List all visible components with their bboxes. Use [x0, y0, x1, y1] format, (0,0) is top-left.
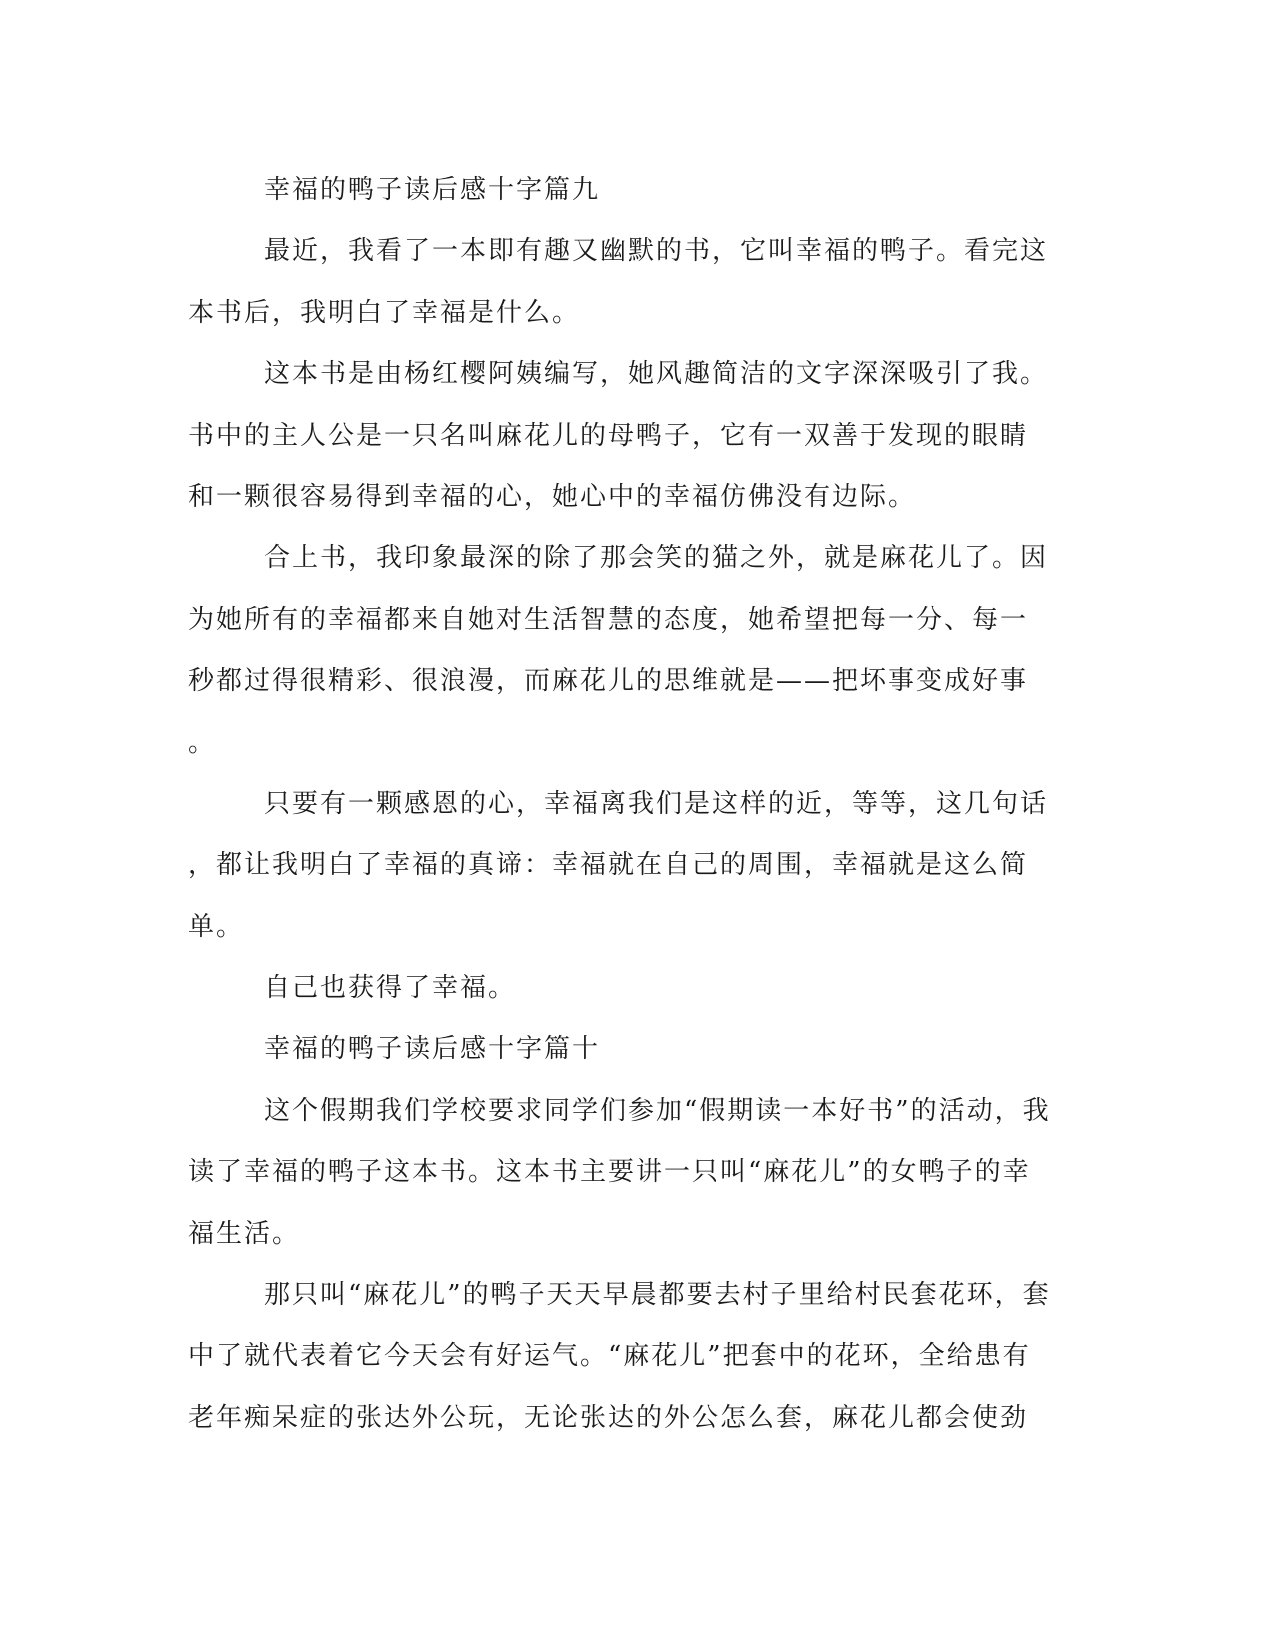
- text-line: 合上书，我印象最深的除了那会笑的猫之外，就是麻花儿了。因: [264, 543, 1049, 574]
- text-line: 中了就代表着它今天会有好运气。“麻花儿”把套中的花环，全给患有: [188, 1341, 1031, 1372]
- text-line: 自己也获得了幸福。: [264, 973, 517, 1004]
- text-line: 这个假期我们学校要求同学们参加“假期读一本好书”的活动，我: [264, 1095, 1051, 1126]
- text-line: 秒都过得很精彩、很浪漫，而麻花儿的思维就是——把坏事变成好事: [188, 666, 1029, 697]
- text-line: 和一颗很容易得到幸福的心，她心中的幸福仿佛没有边际。: [188, 481, 917, 512]
- text-line: 为她所有的幸福都来自她对生活智慧的态度，她希望把每一分、每一: [188, 604, 1029, 635]
- text-line: 。: [188, 727, 217, 758]
- text-line: ，都让我明白了幸福的真谛：幸福就在自己的周围，幸福就是这么简: [188, 850, 1029, 881]
- heading-part-9: 幸福的鸭子读后感十字篇九: [264, 175, 601, 205]
- text-line: 读了幸福的鸭子这本书。这本书主要讲一只叫“麻花儿”的女鸭子的幸: [188, 1157, 1031, 1188]
- text-line: 最近，我看了一本即有趣又幽默的书，它叫幸福的鸭子。看完这: [264, 236, 1049, 267]
- text-line: 单。: [188, 911, 245, 942]
- text-line: 那只叫“麻花儿”的鸭子天天早晨都要去村子里给村民套花环，套: [264, 1280, 1051, 1311]
- text-line: 只要有一颗感恩的心，幸福离我们是这样的近，等等，这几句话: [264, 788, 1049, 819]
- text-line: 老年痴呆症的张达外公玩，无论张达的外公怎么套，麻花儿都会使劲: [188, 1402, 1029, 1433]
- text-line: 福生活。: [188, 1218, 301, 1249]
- heading-part-10: 幸福的鸭子读后感十字篇十: [264, 1034, 601, 1065]
- document-body: [188, 160, 1068, 1449]
- text-line: 书中的主人公是一只名叫麻花儿的母鸭子，它有一双善于发现的眼睛: [188, 420, 1029, 451]
- text-line: 本书后，我明白了幸福是什么。: [188, 297, 581, 328]
- text-line: 这本书是由杨红樱阿姨编写，她风趣简洁的文字深深吸引了我。: [264, 359, 1049, 390]
